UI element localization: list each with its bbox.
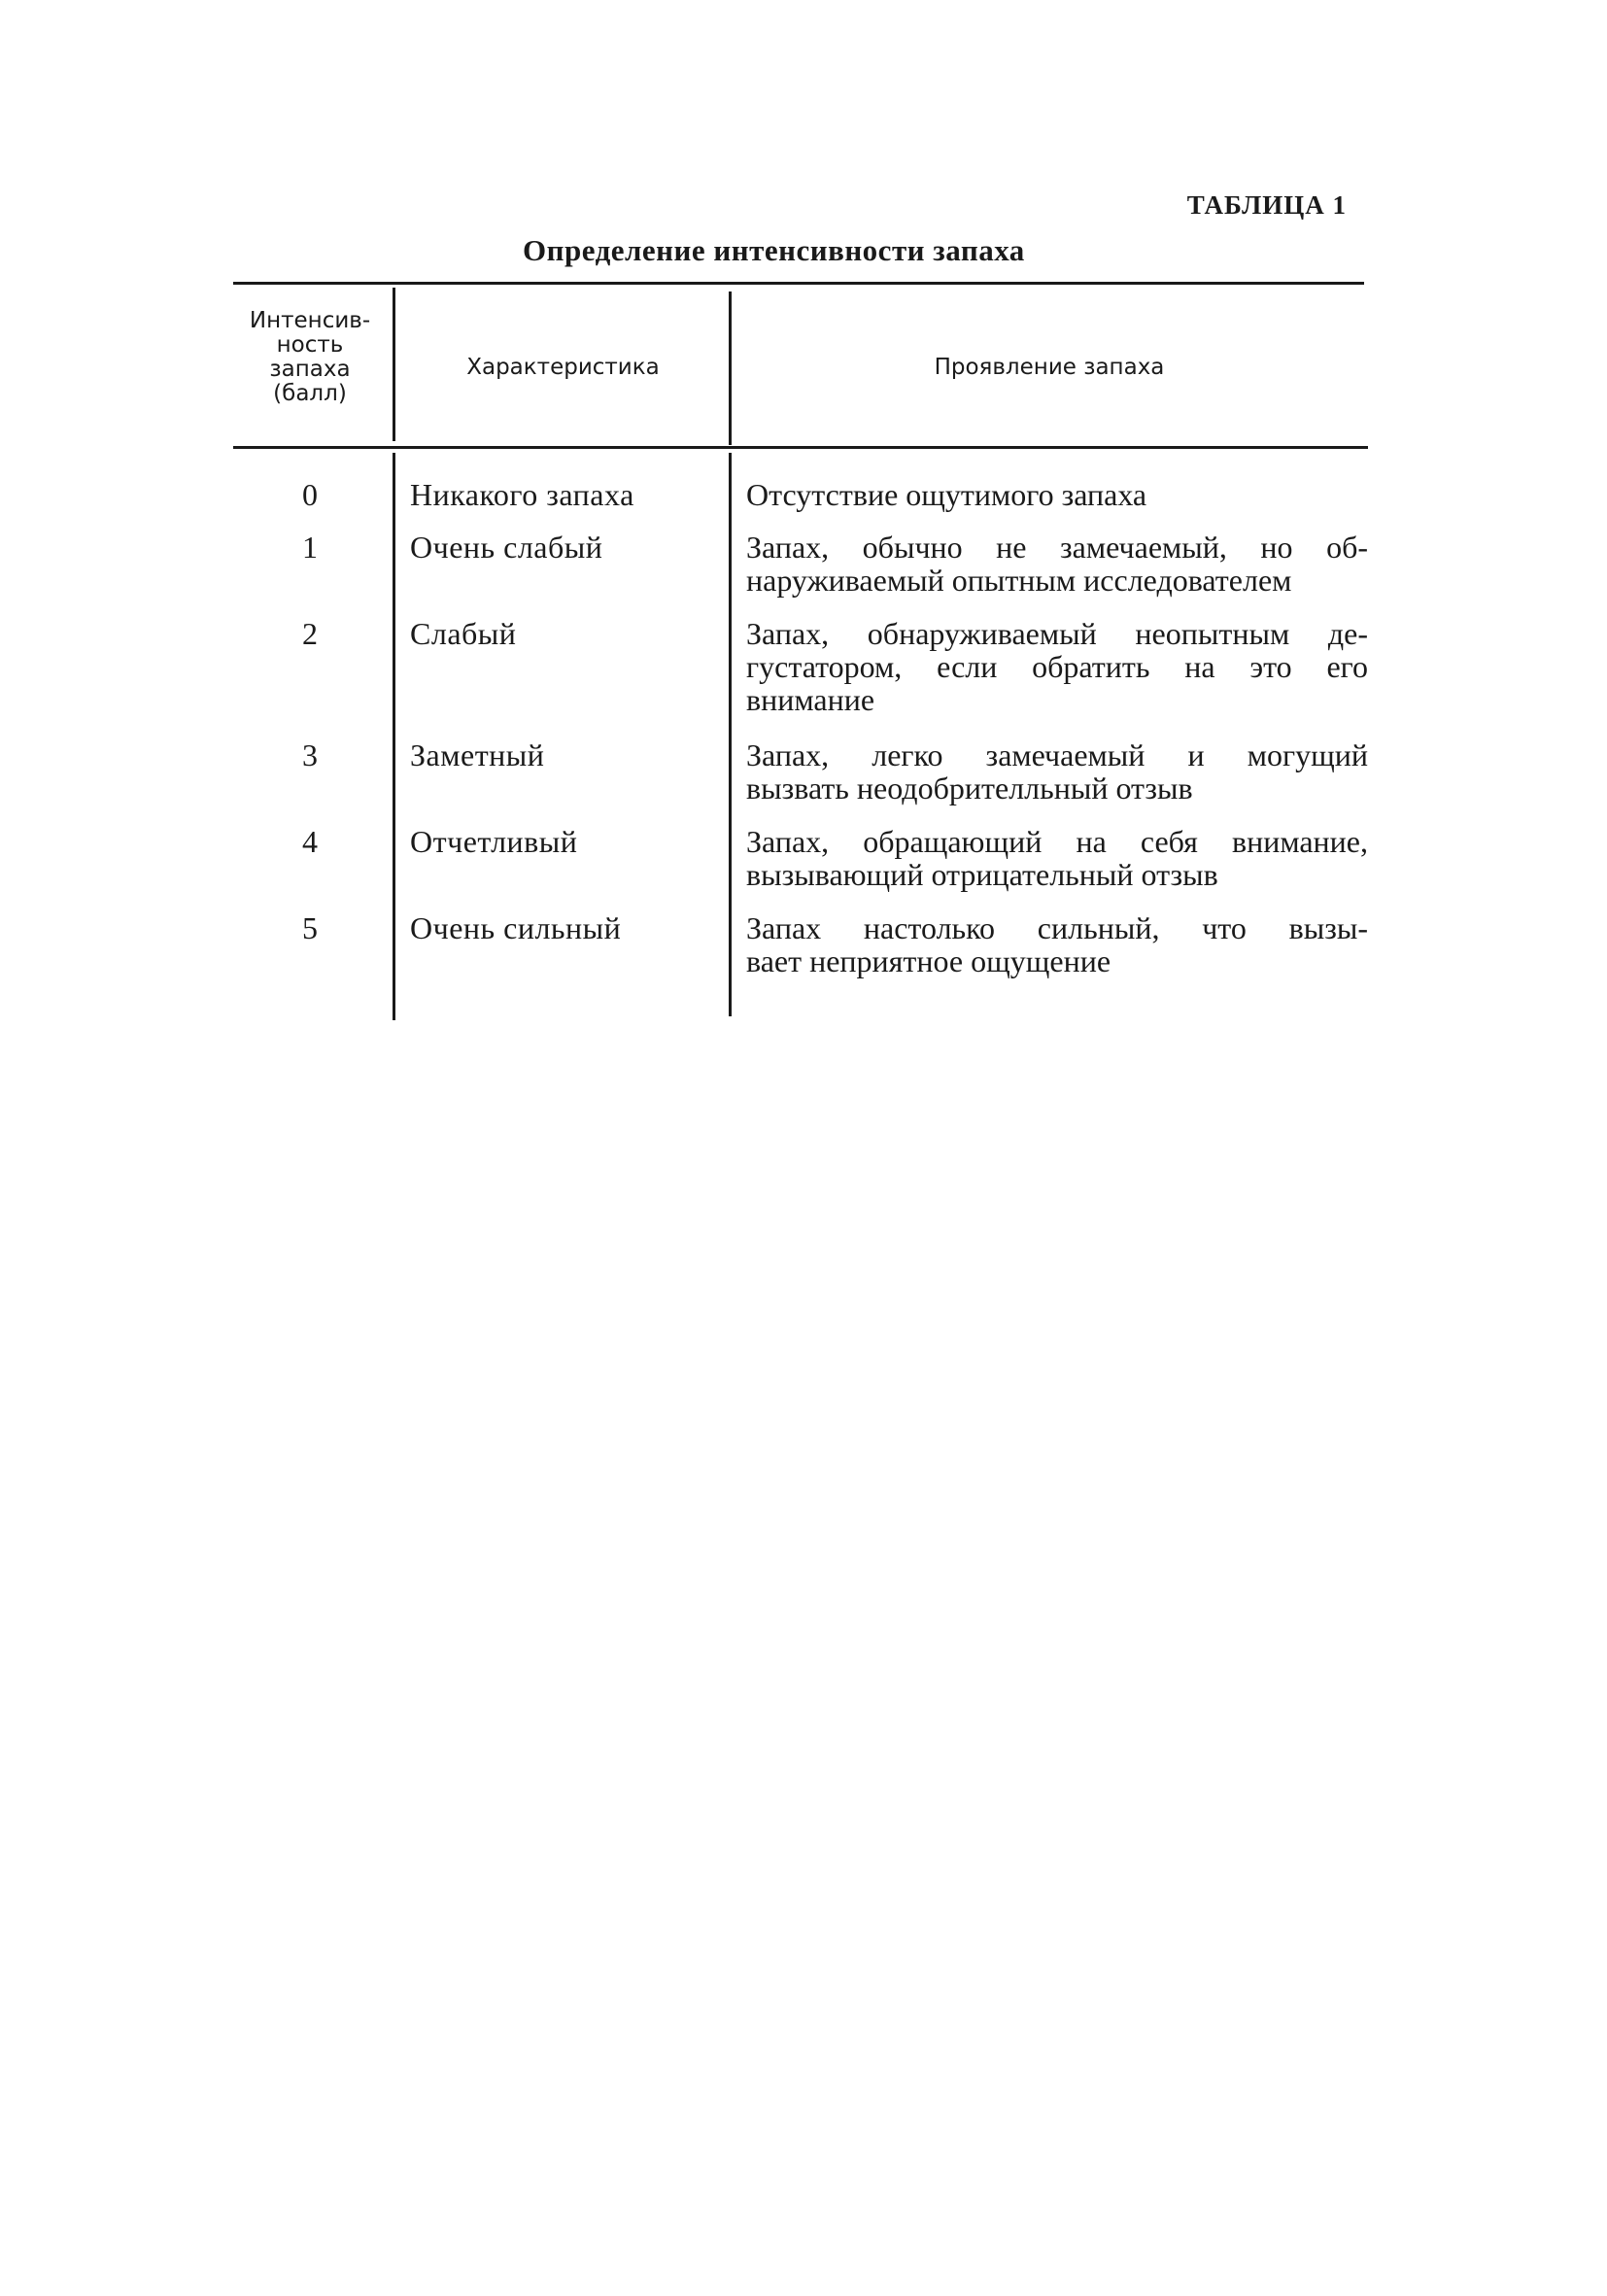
row-score: 5	[302, 910, 318, 945]
row-characteristic: Заметный	[410, 737, 545, 772]
row-characteristic: Очень сильный	[410, 910, 622, 945]
row-manifestation	[723, 478, 1368, 511]
row-manifestation	[723, 531, 1368, 597]
row-score: 4	[302, 824, 318, 859]
manifestation-line: Запах настолько сильный, что вызы-	[746, 910, 1368, 945]
row-characteristic: Очень слабый	[410, 530, 603, 565]
row-score: 3	[302, 737, 318, 772]
row-manifestation	[723, 825, 1368, 891]
row-score: 1	[302, 530, 318, 565]
header-bottom-rule	[233, 446, 1368, 449]
table-row	[233, 738, 1368, 805]
table-number: ТАБЛИЦА 1	[1186, 190, 1347, 220]
manifestation-line: Запах, легко замечаемый и могущий	[746, 737, 1368, 772]
row-characteristic: Отчетливый	[410, 824, 578, 859]
row-characteristic: Слабый	[410, 616, 517, 651]
row-manifestation	[723, 617, 1368, 716]
table-row	[233, 825, 1368, 891]
row-characteristic: Никакого запаха	[410, 477, 634, 512]
header-score	[233, 309, 387, 406]
header-score-line: ность	[276, 332, 344, 358]
manifestation-line: вызвать неодобрителльный отзыв	[746, 771, 1193, 805]
header-score-line: Интенсив-	[249, 308, 371, 333]
row-score: 2	[302, 616, 318, 651]
manifestation-line: вызывающий отрицательный отзыв	[746, 857, 1218, 892]
row-manifestation	[723, 911, 1368, 977]
manifestation-line: вает неприятное ощущение	[746, 943, 1111, 978]
table-title: Определение интенсивности запаха	[523, 233, 1025, 267]
header-characteristic: Характеристика	[466, 355, 660, 380]
row-manifestation	[723, 738, 1368, 805]
table-row	[233, 478, 1368, 511]
table-top-rule	[233, 282, 1364, 285]
manifestation-line: густатором, если обратить на это его	[746, 649, 1368, 684]
table-row	[233, 617, 1368, 716]
row-score: 0	[302, 477, 318, 512]
header-manifestation: Проявление запаха	[934, 355, 1165, 380]
manifestation-line: Отсутствие ощутимого запаха	[746, 477, 1147, 512]
table-row	[233, 911, 1368, 977]
manifestation-line: Запах, обращающий на себя внимание,	[746, 824, 1368, 859]
header-score-line: (балл)	[273, 381, 347, 406]
header-score-line: запаха	[269, 357, 351, 382]
manifestation-line: Запах, обычно не замечаемый, но об-	[746, 530, 1368, 565]
manifestation-line: наруживаемый опытным исследователем	[746, 563, 1292, 598]
manifestation-line: Запах, обнаруживаемый неопытным де-	[746, 616, 1368, 651]
manifestation-line: внимание	[746, 682, 875, 717]
table-row	[233, 531, 1368, 597]
